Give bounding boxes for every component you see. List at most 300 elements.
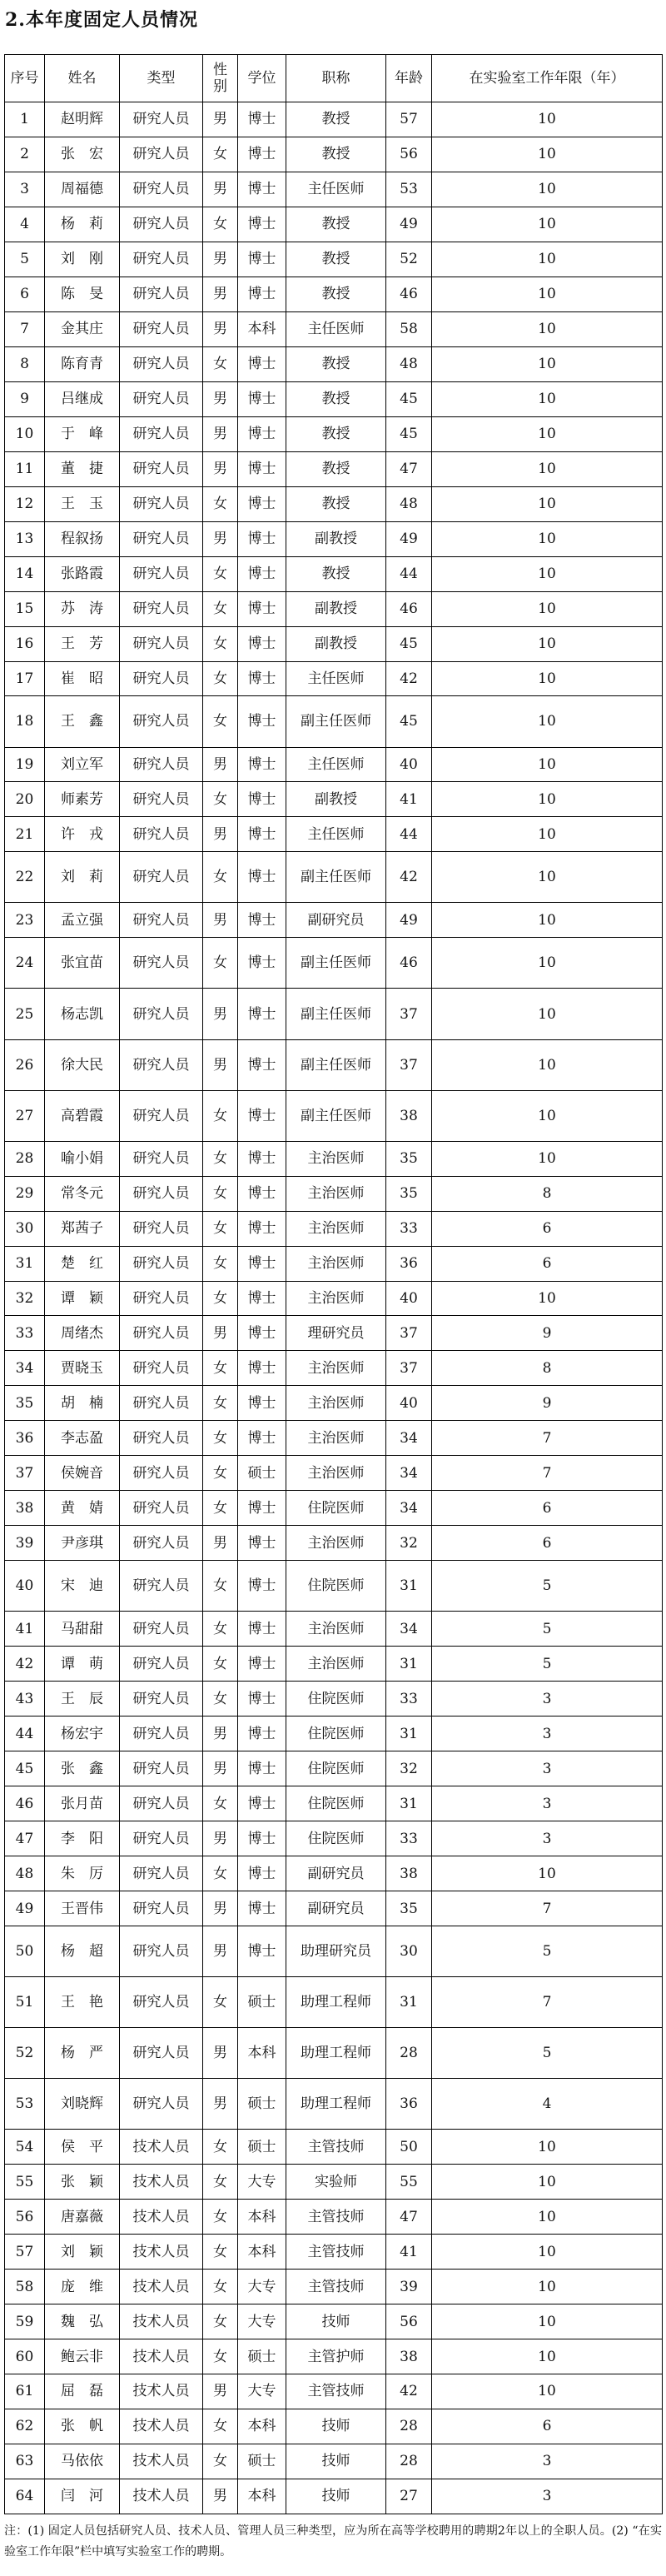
cell-gender: 女 [203, 2165, 238, 2200]
cell-age: 48 [386, 486, 432, 521]
cell-age: 31 [386, 1786, 432, 1821]
cell-years: 3 [432, 2479, 663, 2514]
cell-title: 主治医师 [286, 1246, 386, 1281]
cell-title: 副主任医师 [286, 1090, 386, 1141]
cell-degree: 博士 [238, 852, 286, 903]
cell-gender: 女 [203, 938, 238, 989]
cell-age: 45 [386, 696, 432, 747]
cell-years: 9 [432, 1316, 663, 1351]
cell-title: 住院医师 [286, 1682, 386, 1717]
cell-years: 10 [432, 242, 663, 277]
cell-gender: 女 [203, 1647, 238, 1682]
header-type: 类型 [120, 55, 203, 102]
cell-gender: 男 [203, 2374, 238, 2409]
cell-degree: 博士 [238, 1246, 286, 1281]
table-row [5, 903, 663, 938]
cell-title: 主治医师 [286, 1386, 386, 1421]
cell-name: 张 颖 [45, 2165, 120, 2200]
cell-gender: 男 [203, 311, 238, 346]
cell-type: 研究人员 [120, 989, 203, 1039]
cell-index: 39 [5, 1526, 45, 1561]
cell-index: 22 [5, 852, 45, 903]
cell-title: 副教授 [286, 591, 386, 626]
page-title: 2.本年度固定人员情况 [5, 9, 198, 31]
cell-gender: 女 [203, 207, 238, 242]
cell-age: 31 [386, 1561, 432, 1612]
cell-index: 60 [5, 2339, 45, 2374]
cell-age: 57 [386, 102, 432, 137]
cell-age: 47 [386, 2200, 432, 2235]
cell-gender: 女 [203, 1211, 238, 1246]
cell-gender: 女 [203, 2270, 238, 2304]
cell-years: 7 [432, 1891, 663, 1926]
cell-age: 58 [386, 311, 432, 346]
cell-type: 技术人员 [120, 2409, 203, 2444]
cell-degree: 博士 [238, 626, 286, 661]
table-row [5, 782, 663, 817]
cell-degree: 博士 [238, 1281, 286, 1316]
cell-degree: 博士 [238, 1891, 286, 1926]
cell-name: 侯 平 [45, 2130, 120, 2165]
cell-years: 10 [432, 903, 663, 938]
cell-gender: 男 [203, 451, 238, 486]
cell-name: 周福德 [45, 172, 120, 207]
cell-index: 55 [5, 2165, 45, 2200]
table-row [5, 486, 663, 521]
cell-degree: 本科 [238, 2235, 286, 2270]
cell-degree: 博士 [238, 381, 286, 416]
cell-title: 住院医师 [286, 1786, 386, 1821]
cell-title: 住院医师 [286, 1751, 386, 1786]
table-row [5, 2028, 663, 2079]
cell-index: 30 [5, 1211, 45, 1246]
cell-years: 10 [432, 137, 663, 172]
cell-age: 32 [386, 1751, 432, 1786]
header-title: 职称 [286, 55, 386, 102]
cell-years: 3 [432, 1821, 663, 1856]
cell-index: 62 [5, 2409, 45, 2444]
cell-age: 42 [386, 661, 432, 696]
cell-degree: 大专 [238, 2374, 286, 2409]
cell-degree: 博士 [238, 1647, 286, 1682]
cell-gender: 女 [203, 2339, 238, 2374]
cell-degree: 博士 [238, 1856, 286, 1891]
cell-name: 张月苗 [45, 1786, 120, 1821]
cell-name: 王 玉 [45, 486, 120, 521]
cell-type: 研究人员 [120, 661, 203, 696]
cell-gender: 女 [203, 1456, 238, 1491]
cell-title: 主治医师 [286, 1612, 386, 1647]
cell-type: 研究人员 [120, 486, 203, 521]
cell-gender: 女 [203, 556, 238, 591]
cell-name: 黄 婧 [45, 1491, 120, 1526]
cell-gender: 女 [203, 1176, 238, 1211]
cell-degree: 博士 [238, 938, 286, 989]
cell-degree: 博士 [238, 486, 286, 521]
cell-name: 朱 厉 [45, 1856, 120, 1891]
cell-name: 张宜苗 [45, 938, 120, 989]
cell-degree: 博士 [238, 172, 286, 207]
cell-title: 主管技师 [286, 2130, 386, 2165]
table-row [5, 1456, 663, 1491]
cell-index: 20 [5, 782, 45, 817]
table-row [5, 1281, 663, 1316]
cell-age: 40 [386, 1281, 432, 1316]
table-row [5, 346, 663, 381]
cell-type: 研究人员 [120, 1141, 203, 1176]
cell-type: 研究人员 [120, 311, 203, 346]
cell-title: 主治医师 [286, 1176, 386, 1211]
table-row [5, 1039, 663, 1090]
cell-title: 主治医师 [286, 1647, 386, 1682]
table-row [5, 2339, 663, 2374]
cell-years: 10 [432, 1856, 663, 1891]
cell-name: 胡 楠 [45, 1386, 120, 1421]
cell-name: 徐大民 [45, 1039, 120, 1090]
cell-index: 11 [5, 451, 45, 486]
cell-years: 5 [432, 1612, 663, 1647]
cell-age: 42 [386, 852, 432, 903]
cell-title: 副主任医师 [286, 989, 386, 1039]
header-gender: 性别 [203, 55, 238, 102]
cell-title: 教授 [286, 207, 386, 242]
cell-index: 50 [5, 1926, 45, 1977]
cell-years: 10 [432, 172, 663, 207]
cell-name: 程叙扬 [45, 521, 120, 556]
cell-type: 研究人员 [120, 1211, 203, 1246]
cell-name: 鲍云非 [45, 2339, 120, 2374]
cell-name: 常冬元 [45, 1176, 120, 1211]
cell-years: 5 [432, 1647, 663, 1682]
cell-degree: 硕士 [238, 1977, 286, 2028]
cell-title: 主治医师 [286, 1421, 386, 1456]
cell-age: 37 [386, 989, 432, 1039]
cell-degree: 博士 [238, 1682, 286, 1717]
cell-gender: 男 [203, 416, 238, 451]
table-row [5, 311, 663, 346]
cell-type: 研究人员 [120, 1977, 203, 2028]
cell-title: 教授 [286, 416, 386, 451]
cell-name: 宋 迪 [45, 1561, 120, 1612]
cell-type: 研究人员 [120, 207, 203, 242]
header-years: 在实验室工作年限（年） [432, 55, 663, 102]
cell-years: 5 [432, 1926, 663, 1977]
cell-gender: 女 [203, 696, 238, 747]
cell-years: 10 [432, 311, 663, 346]
cell-name: 刘 颖 [45, 2235, 120, 2270]
cell-type: 研究人员 [120, 1386, 203, 1421]
cell-name: 王晋伟 [45, 1891, 120, 1926]
cell-gender: 男 [203, 2028, 238, 2079]
cell-type: 技术人员 [120, 2270, 203, 2304]
cell-age: 53 [386, 172, 432, 207]
cell-degree: 博士 [238, 416, 286, 451]
cell-age: 45 [386, 626, 432, 661]
table-row [5, 1211, 663, 1246]
cell-title: 主治医师 [286, 1281, 386, 1316]
cell-type: 研究人员 [120, 2079, 203, 2130]
cell-name: 金其庄 [45, 311, 120, 346]
cell-degree: 博士 [238, 1821, 286, 1856]
cell-age: 31 [386, 1717, 432, 1751]
cell-gender: 女 [203, 591, 238, 626]
cell-title: 技师 [286, 2479, 386, 2514]
cell-gender: 女 [203, 2444, 238, 2479]
table-row [5, 1647, 663, 1682]
cell-age: 46 [386, 591, 432, 626]
cell-gender: 男 [203, 1821, 238, 1856]
cell-gender: 男 [203, 2479, 238, 2514]
cell-type: 研究人员 [120, 1717, 203, 1751]
table-row [5, 1351, 663, 1386]
cell-years: 10 [432, 277, 663, 311]
cell-degree: 博士 [238, 1786, 286, 1821]
cell-name: 王 鑫 [45, 696, 120, 747]
cell-years: 10 [432, 451, 663, 486]
cell-age: 39 [386, 2270, 432, 2304]
cell-index: 33 [5, 1316, 45, 1351]
cell-years: 3 [432, 1717, 663, 1751]
cell-title: 技师 [286, 2444, 386, 2479]
cell-degree: 博士 [238, 556, 286, 591]
cell-gender: 女 [203, 1856, 238, 1891]
cell-age: 38 [386, 1090, 432, 1141]
cell-type: 技术人员 [120, 2339, 203, 2374]
cell-name: 张路霞 [45, 556, 120, 591]
cell-gender: 女 [203, 1246, 238, 1281]
cell-name: 许 戎 [45, 817, 120, 852]
table-row [5, 1176, 663, 1211]
cell-index: 27 [5, 1090, 45, 1141]
table-row [5, 381, 663, 416]
cell-title: 教授 [286, 137, 386, 172]
cell-gender: 女 [203, 2130, 238, 2165]
cell-title: 副研究员 [286, 1856, 386, 1891]
cell-title: 住院医师 [286, 1821, 386, 1856]
cell-age: 47 [386, 451, 432, 486]
table-body [5, 102, 663, 2514]
cell-gender: 女 [203, 1141, 238, 1176]
cell-title: 主任医师 [286, 311, 386, 346]
cell-years: 10 [432, 2374, 663, 2409]
cell-title: 教授 [286, 346, 386, 381]
cell-gender: 女 [203, 782, 238, 817]
cell-type: 研究人员 [120, 1856, 203, 1891]
cell-degree: 本科 [238, 2200, 286, 2235]
cell-age: 28 [386, 2028, 432, 2079]
cell-title: 副主任医师 [286, 1039, 386, 1090]
cell-type: 研究人员 [120, 1316, 203, 1351]
cell-index: 48 [5, 1856, 45, 1891]
table-row [5, 172, 663, 207]
cell-index: 53 [5, 2079, 45, 2130]
cell-title: 主治医师 [286, 1456, 386, 1491]
cell-age: 44 [386, 817, 432, 852]
cell-index: 21 [5, 817, 45, 852]
cell-name: 刘立军 [45, 747, 120, 782]
cell-name: 谭 萌 [45, 1647, 120, 1682]
cell-name: 陈 旻 [45, 277, 120, 311]
cell-type: 技术人员 [120, 2304, 203, 2339]
cell-index: 26 [5, 1039, 45, 1090]
cell-type: 研究人员 [120, 2028, 203, 2079]
table-row [5, 277, 663, 311]
cell-title: 主任医师 [286, 172, 386, 207]
cell-degree: 博士 [238, 137, 286, 172]
cell-degree: 博士 [238, 1090, 286, 1141]
cell-gender: 男 [203, 989, 238, 1039]
cell-age: 42 [386, 2374, 432, 2409]
cell-age: 34 [386, 1612, 432, 1647]
cell-degree: 博士 [238, 346, 286, 381]
cell-age: 37 [386, 1039, 432, 1090]
table-row [5, 661, 663, 696]
table-row [5, 696, 663, 747]
cell-type: 研究人员 [120, 852, 203, 903]
cell-age: 32 [386, 1526, 432, 1561]
cell-index: 6 [5, 277, 45, 311]
cell-index: 25 [5, 989, 45, 1039]
cell-years: 10 [432, 521, 663, 556]
cell-type: 研究人员 [120, 1682, 203, 1717]
cell-years: 10 [432, 626, 663, 661]
cell-age: 37 [386, 1351, 432, 1386]
cell-years: 10 [432, 938, 663, 989]
cell-type: 研究人员 [120, 1351, 203, 1386]
cell-name: 张 鑫 [45, 1751, 120, 1786]
cell-type: 技术人员 [120, 2130, 203, 2165]
cell-degree: 博士 [238, 747, 286, 782]
cell-age: 45 [386, 381, 432, 416]
cell-index: 12 [5, 486, 45, 521]
cell-type: 研究人员 [120, 1526, 203, 1561]
cell-degree: 博士 [238, 591, 286, 626]
cell-years: 10 [432, 1039, 663, 1090]
cell-index: 64 [5, 2479, 45, 2514]
cell-index: 41 [5, 1612, 45, 1647]
cell-name: 马甜甜 [45, 1612, 120, 1647]
cell-name: 董 捷 [45, 451, 120, 486]
cell-name: 刘 莉 [45, 852, 120, 903]
cell-title: 教授 [286, 242, 386, 277]
cell-degree: 硕士 [238, 1456, 286, 1491]
cell-index: 32 [5, 1281, 45, 1316]
cell-years: 3 [432, 2444, 663, 2479]
cell-index: 35 [5, 1386, 45, 1421]
cell-years: 6 [432, 2409, 663, 2444]
cell-age: 48 [386, 346, 432, 381]
cell-index: 8 [5, 346, 45, 381]
cell-title: 主管护师 [286, 2339, 386, 2374]
cell-index: 14 [5, 556, 45, 591]
cell-type: 研究人员 [120, 1491, 203, 1526]
cell-index: 24 [5, 938, 45, 989]
cell-index: 46 [5, 1786, 45, 1821]
cell-index: 40 [5, 1561, 45, 1612]
table-row [5, 1786, 663, 1821]
cell-type: 研究人员 [120, 521, 203, 556]
cell-years: 3 [432, 1786, 663, 1821]
cell-degree: 硕士 [238, 2130, 286, 2165]
cell-index: 1 [5, 102, 45, 137]
cell-age: 34 [386, 1456, 432, 1491]
cell-name: 魏 弘 [45, 2304, 120, 2339]
cell-type: 研究人员 [120, 346, 203, 381]
cell-years: 3 [432, 1682, 663, 1717]
cell-gender: 男 [203, 242, 238, 277]
cell-years: 10 [432, 556, 663, 591]
cell-type: 研究人员 [120, 903, 203, 938]
cell-degree: 大专 [238, 2165, 286, 2200]
cell-degree: 博士 [238, 1351, 286, 1386]
cell-type: 研究人员 [120, 1039, 203, 1090]
cell-degree: 硕士 [238, 2339, 286, 2374]
cell-years: 6 [432, 1491, 663, 1526]
cell-type: 技术人员 [120, 2200, 203, 2235]
cell-title: 助理工程师 [286, 2079, 386, 2130]
table-row [5, 242, 663, 277]
cell-years: 7 [432, 1977, 663, 2028]
cell-years: 10 [432, 852, 663, 903]
cell-gender: 女 [203, 1786, 238, 1821]
cell-age: 28 [386, 2444, 432, 2479]
cell-years: 10 [432, 2235, 663, 2270]
table-row [5, 938, 663, 989]
cell-type: 研究人员 [120, 591, 203, 626]
cell-degree: 博士 [238, 1176, 286, 1211]
cell-name: 陈育青 [45, 346, 120, 381]
cell-years: 10 [432, 1281, 663, 1316]
table-row [5, 137, 663, 172]
cell-age: 40 [386, 747, 432, 782]
cell-years: 10 [432, 696, 663, 747]
cell-name: 王 芳 [45, 626, 120, 661]
cell-index: 56 [5, 2200, 45, 2235]
table-row [5, 2374, 663, 2409]
cell-gender: 男 [203, 1316, 238, 1351]
cell-title: 住院医师 [286, 1561, 386, 1612]
cell-years: 10 [432, 661, 663, 696]
cell-title: 主管技师 [286, 2374, 386, 2409]
cell-title: 主管技师 [286, 2200, 386, 2235]
cell-age: 38 [386, 1856, 432, 1891]
cell-gender: 男 [203, 747, 238, 782]
cell-name: 孟立强 [45, 903, 120, 938]
cell-degree: 本科 [238, 2479, 286, 2514]
cell-gender: 男 [203, 1039, 238, 1090]
cell-index: 59 [5, 2304, 45, 2339]
cell-type: 研究人员 [120, 1090, 203, 1141]
cell-years: 10 [432, 591, 663, 626]
cell-type: 研究人员 [120, 277, 203, 311]
cell-years: 4 [432, 2079, 663, 2130]
cell-years: 6 [432, 1211, 663, 1246]
cell-age: 35 [386, 1141, 432, 1176]
cell-gender: 男 [203, 172, 238, 207]
cell-degree: 博士 [238, 1561, 286, 1612]
cell-age: 31 [386, 1647, 432, 1682]
cell-gender: 女 [203, 1977, 238, 2028]
cell-index: 23 [5, 903, 45, 938]
cell-age: 56 [386, 2304, 432, 2339]
cell-name: 马依依 [45, 2444, 120, 2479]
cell-degree: 博士 [238, 1386, 286, 1421]
cell-type: 研究人员 [120, 1456, 203, 1491]
table-row [5, 1926, 663, 1977]
table-row [5, 852, 663, 903]
cell-name: 楚 红 [45, 1246, 120, 1281]
cell-years: 10 [432, 2339, 663, 2374]
